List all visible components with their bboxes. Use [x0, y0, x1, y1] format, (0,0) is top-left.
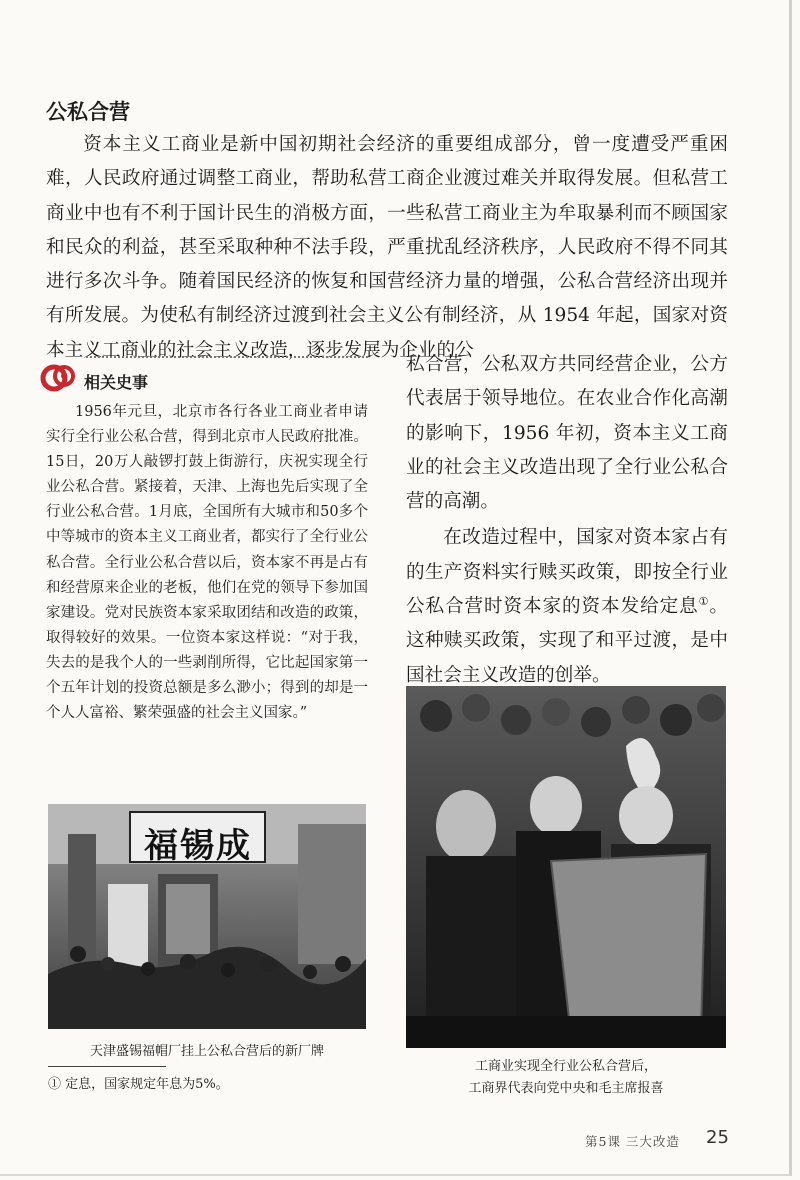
- photo2-caption-line2: 工商界代表向党中央和毛主席报喜: [468, 1081, 664, 1096]
- right-paragraph-2-text: 在改造过程中，国家对资本家占有的生产资料实行赎买政策，即按全行业公私合营时资本家的资本发给定息: [406, 527, 728, 618]
- right-column: [406, 348, 728, 693]
- related-history-icon: [40, 360, 76, 396]
- photo1-caption: 天津盛锡福帽厂挂上公私合营后的新厂牌: [89, 1044, 324, 1059]
- main-paragraph: 资本主义工商业是新中国初期社会经济的重要组成部分，曾一度遭受严重困难，人民政府通过调整工商业，帮助私营工商企业渡过难关并取得发展。但私营工商业中也有不利于国计民生的消极方面，一些私营工商业主为牟取暴利而不顾国家和民众的利益，甚至采取种种不法手段，严重扰乱经济秩序，人民政府不得不同其进行多次斗争。随着国民经济的恢复和国营经济力量的增强，公私合营经济出现并有所发展。为使私有制经济过渡到社会主义公有制经济，从 1954 年起，国家对资本主义工商业的社会主义改造，逐步发展为企业的公: [46, 134, 728, 361]
- celebration-photo: [406, 686, 726, 1048]
- sidebar-title: 相关史事: [84, 373, 149, 392]
- footnote-marker[interactable]: ①: [698, 594, 710, 608]
- footnote-rule: [48, 1066, 166, 1067]
- right-paragraph-1: 私合营，公私双方共同经营企业，公方代表居于领导地位。在农业合作化高潮的影响下，1956 年初，资本主义工商业的社会主义改造出现了全行业公私合营的高潮。: [406, 354, 728, 513]
- footnote: ① 定息，国家规定年息为5%。: [48, 1077, 229, 1092]
- photo2-caption: [406, 1056, 726, 1100]
- footer-lesson: 第5课 三大改造: [585, 1134, 680, 1149]
- sidebar-text: 1956年元旦，北京市各行各业工商业者申请实行全行业公私合营，得到北京市人民政府批准。15日，20万人敲锣打鼓上街游行，庆祝实现全行业公私合营。紧接着，天津、上海也先后实现了全行业公私合营。1月底，全国所有大城市和50多个中等城市的资本主义工商业者，都实行了全行业公私合营。全行业公私合营以后，资本家不再是占有和经营原来企业的老板，他们在党的领导下参加国家建设。党对民族资本家采取团结和改造的政策，取得较好的效果。一位资本家这样说：“对于我，失去的是我个人的一些剥削所得，它比起国家第一个五年计划的投资总额是多么渺小；得到的却是一个人人富裕、繁荣强盛的社会主义国家。”: [46, 404, 368, 722]
- right-paragraph-2: [406, 521, 728, 692]
- factory-sign-photo: [48, 804, 366, 1029]
- sidebar-separator: [86, 356, 368, 358]
- right-paragraph-2-tail: 。这种赎买政策，实现了和平过渡，是中国社会主义改造的创举。: [406, 596, 728, 686]
- factory-sign-text: 福锡成: [144, 826, 252, 866]
- page-number: 25: [706, 1127, 729, 1148]
- celebration-illustration: [406, 686, 726, 1048]
- section-title: 公私合营: [46, 100, 130, 124]
- photo2-caption-line1: 工商业实现全行业公私合营后，: [474, 1059, 657, 1074]
